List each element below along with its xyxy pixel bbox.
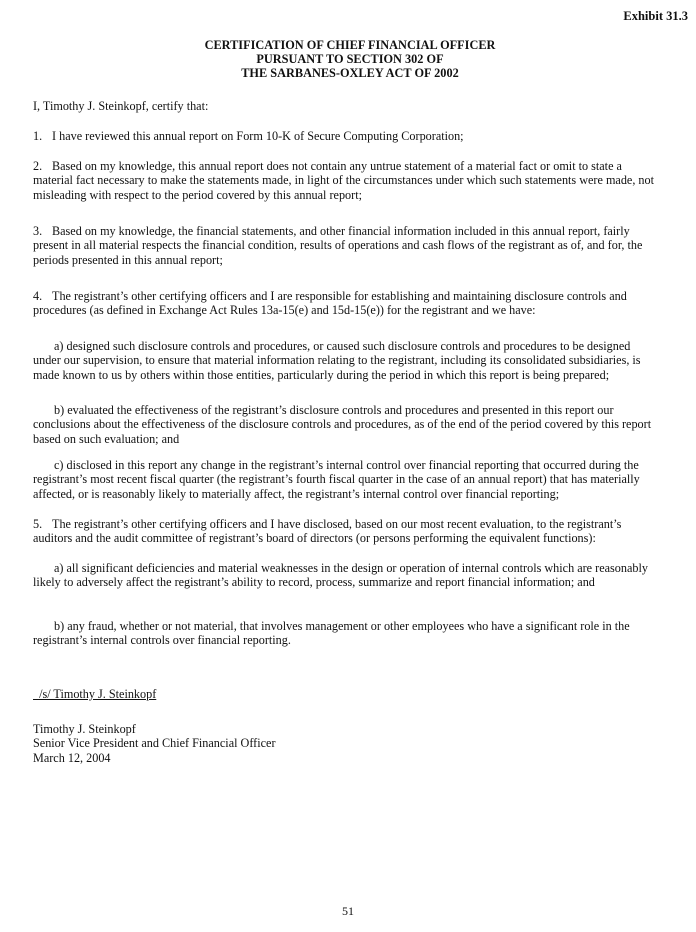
item-text: Based on my knowledge, the financial statements, and other financial information included in this annual report, fairly present in all material respects the financial condition, results of operations and cash flows of the registrant as of, and for, the periods presented in this annual report; [33, 224, 643, 267]
item-text: The registrant’s other certifying officers and I are responsible for establishing and maintaining disclosure controls and procedures (as defined in Exchange Act Rules 13a-15(e) and 15d-15(e)) for the registrant and we have: [33, 289, 627, 318]
item-4 [33, 289, 659, 318]
title-line: PURSUANT TO SECTION 302 OF [256, 52, 444, 67]
signer-title: Senior Vice President and Chief Financial Officer [33, 736, 276, 751]
item-4-subitem-a: a) designed such disclosure controls and procedures, or caused such disclosure controls and procedures to be designed under our supervision, to ensure that material information relating to the registrant, including its consolidated subsidiaries, is made known to us by others within those entities, particularly during the period in which this report is being prepared; [33, 339, 641, 382]
item-text: Based on my knowledge, this annual report does not contain any untrue statement of a material fact or omit to state a material fact necessary to make the statements made, in light of the circumstances under which such statements were made, not misleading with respect to the period covered by this annual report; [33, 159, 655, 202]
title-line: CERTIFICATION OF CHIEF FINANCIAL OFFICER [204, 38, 496, 52]
item-4-subitem-b: b) evaluated the effectiveness of the registrant’s disclosure controls and procedures and presented in this report our conclusions about the effectiveness of the disclosure controls and procedures, as of the end of the period covered by this report based on such evaluation; and [33, 403, 652, 446]
intro-paragraph: I, Timothy J. Steinkopf, certify that: [33, 99, 209, 113]
page-number: 51 [342, 904, 354, 918]
item-number: 2. [33, 159, 43, 173]
item-text: I have reviewed this annual report on Form 10-K of Secure Computing Corporation; [52, 129, 464, 143]
document-title [150, 38, 550, 81]
item-5 [33, 517, 659, 546]
item-4-subitem-c: c) disclosed in this report any change in the registrant’s internal control over financial reporting that occurred during the registrant’s most recent fiscal quarter (the registrant’s fourth fiscal quarter in the case of an annual report) that has materially affected, or is reasonably likely to materially affect, the registrant’s internal control over financial reporting; [33, 458, 640, 501]
item-text: The registrant’s other certifying officers and I have disclosed, based on our most recent evaluation, to the registrant’s auditors and the audit committee of registrant’s board of directors (or persons performing the equivalent functions): [33, 517, 622, 546]
title-line: THE SARBANES-OXLEY ACT OF 2002 [241, 66, 459, 81]
signature-block [33, 722, 276, 765]
item-2 [33, 159, 659, 202]
signer-name: Timothy J. Steinkopf [33, 722, 136, 736]
item-number: 5. [33, 517, 43, 531]
item-number: 3. [33, 224, 43, 238]
item-5-subitem-b: b) any fraud, whether or not material, that involves management or other employees who have a significant role in the registrant’s internal controls over financial reporting. [33, 619, 630, 648]
item-1 [33, 129, 659, 143]
exhibit-label: Exhibit 31.3 [623, 9, 688, 23]
item-5-subitem-a: a) all significant deficiencies and material weaknesses in the design or operation of internal controls which are reasonably likely to adversely affect the registrant’s ability to record, process, summarize and report financial information; and [33, 561, 648, 590]
item-number: 4. [33, 289, 43, 303]
item-number: 1. [33, 129, 43, 143]
signature-date: March 12, 2004 [33, 750, 111, 765]
item-3 [33, 224, 659, 267]
signature-line: /s/ Timothy J. Steinkopf [33, 687, 157, 701]
